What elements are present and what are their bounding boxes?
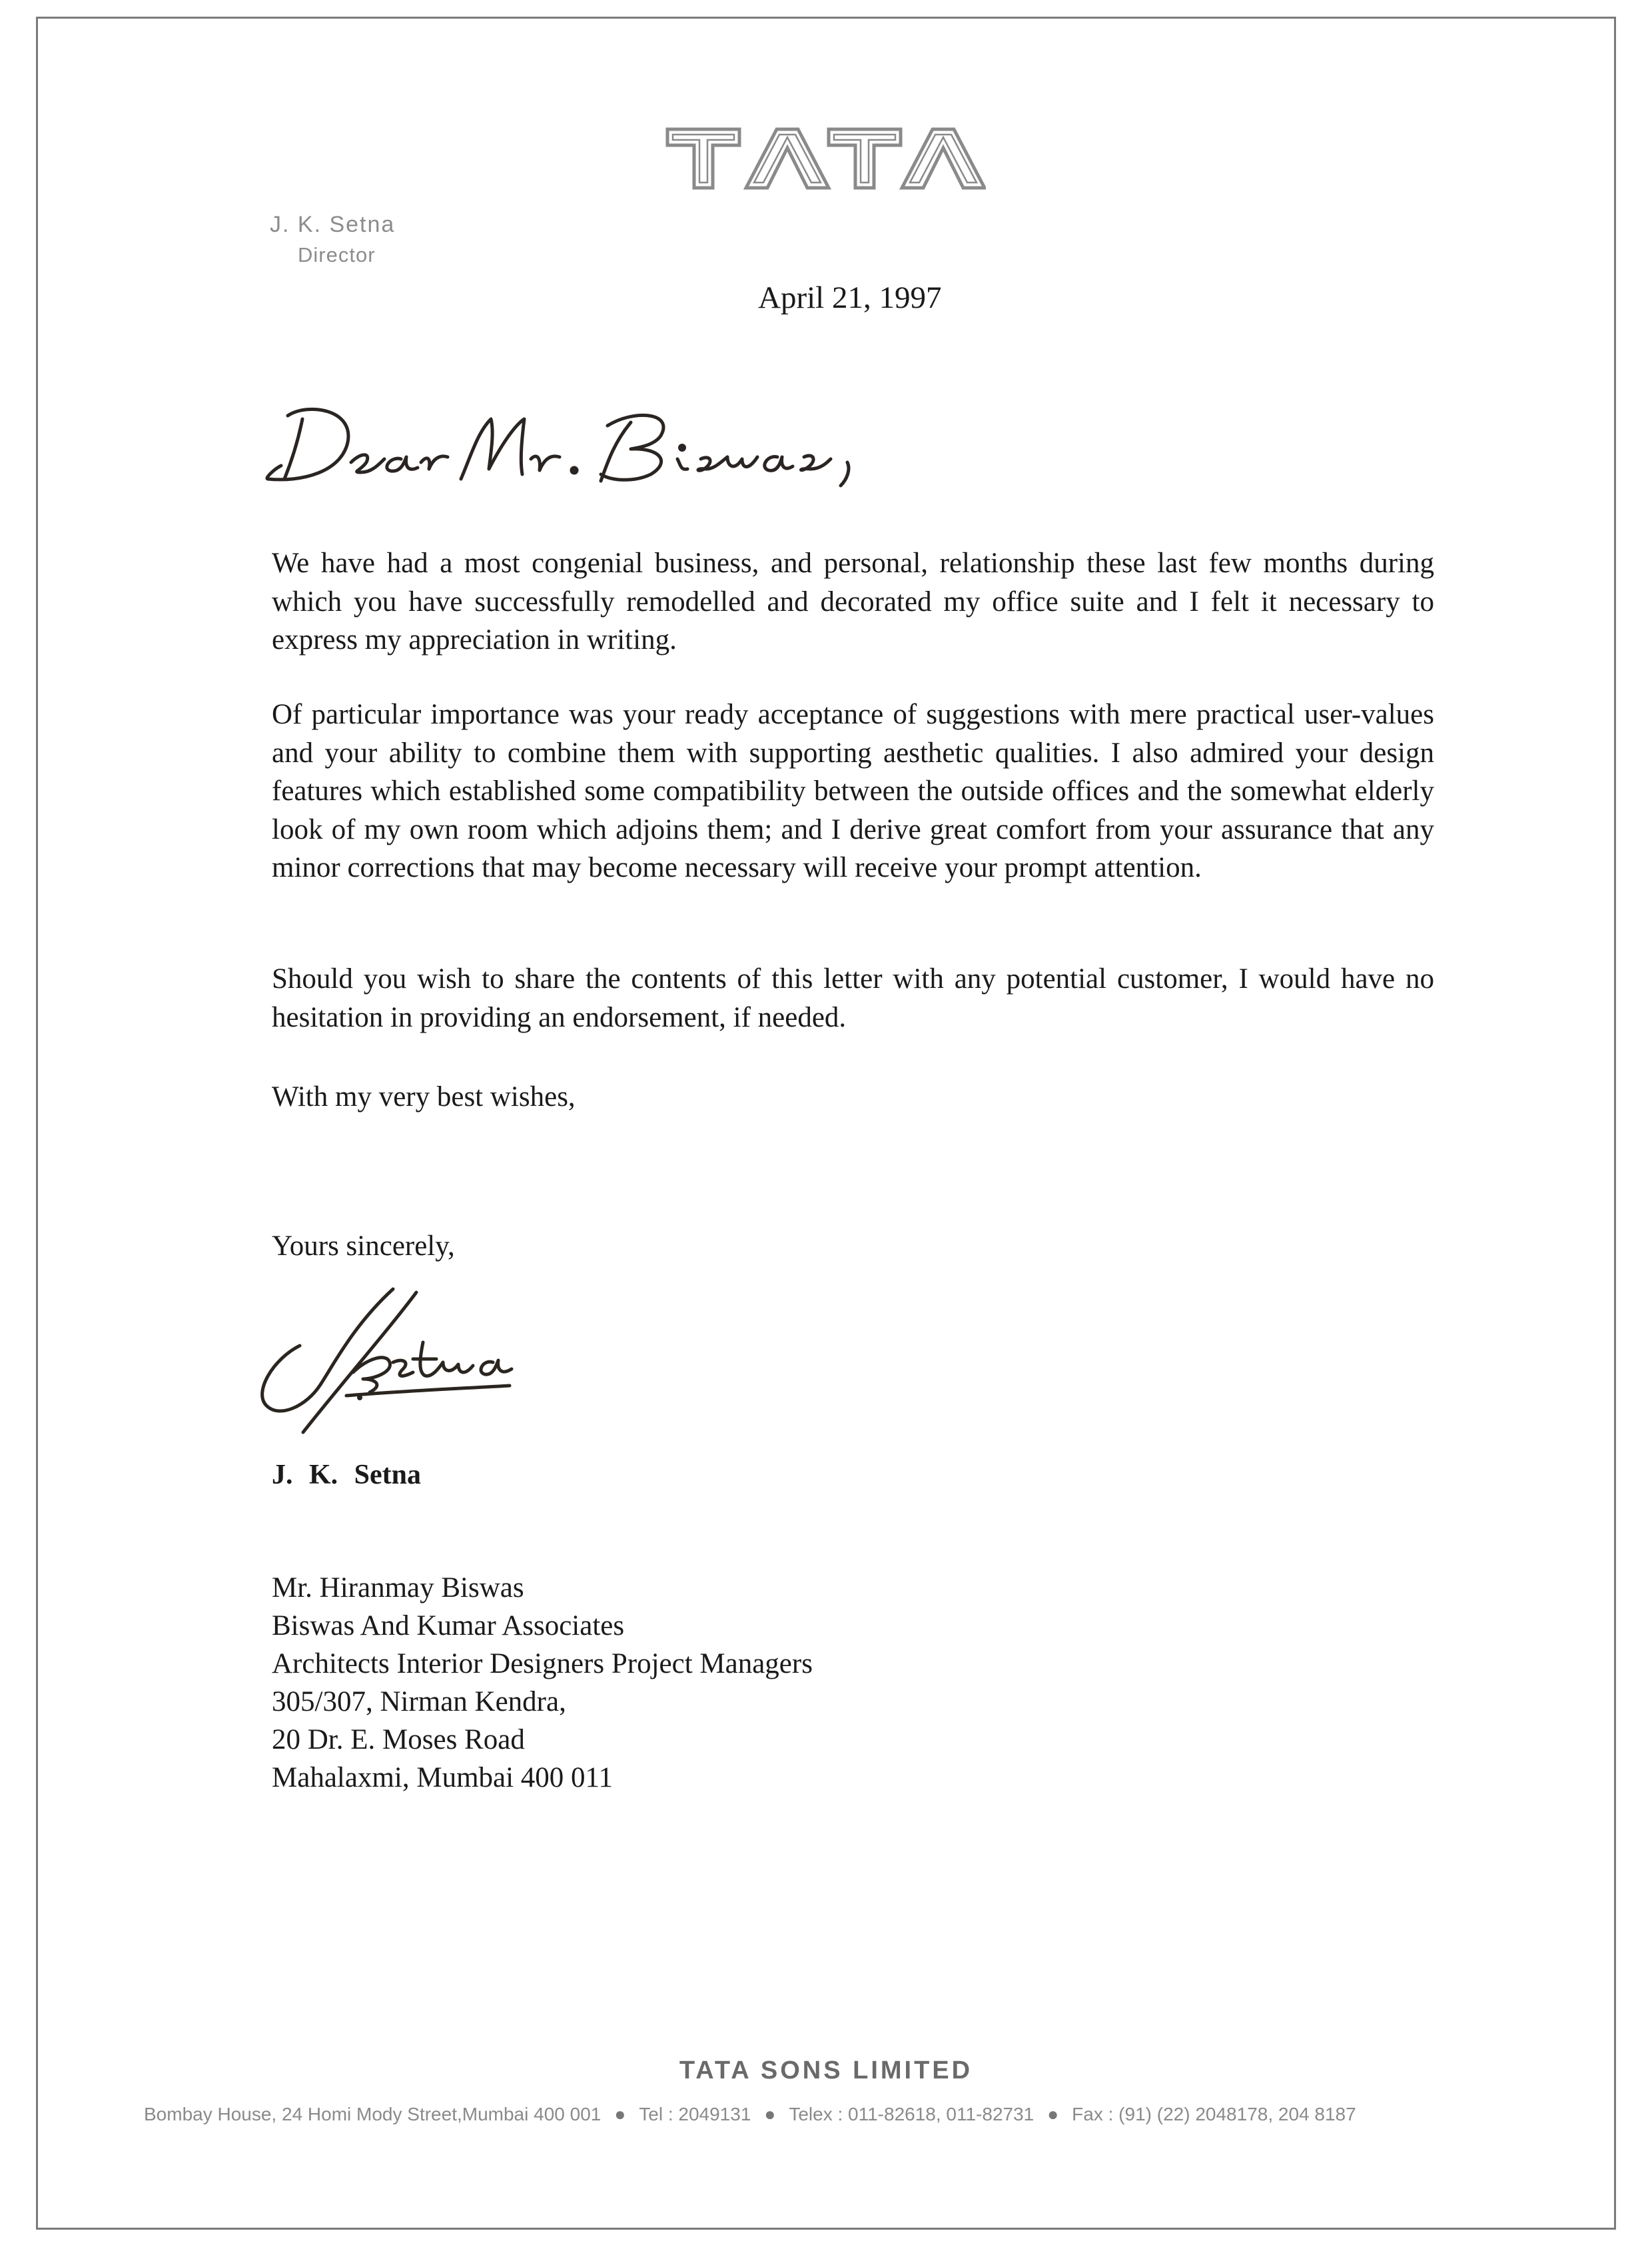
recipient-address-line: 20 Dr. E. Moses Road xyxy=(272,1724,525,1755)
recipient-address-line: Mahalaxmi, Mumbai 400 011 xyxy=(272,1762,613,1793)
signature xyxy=(253,1279,533,1439)
tata-logo xyxy=(665,125,986,192)
footer-company: TATA SONS LIMITED xyxy=(679,2056,973,2084)
bullet-icon: ● xyxy=(1047,2104,1059,2124)
page-border xyxy=(36,17,1616,2230)
recipient-company: Biswas And Kumar Associates xyxy=(272,1610,625,1641)
body-paragraph-1: We have had a most congenial business, and personal, relationship these last few months during which you have successfully remodelled and decorated my office suite and I felt it necessary to express my appreciation in writing. xyxy=(272,548,1434,656)
recipient-name: Mr. Hiranmay Biswas xyxy=(272,1572,524,1603)
footer-tel: Tel : 2049131 xyxy=(639,2104,751,2124)
footer-contact xyxy=(144,2104,1356,2125)
handwritten-salutation xyxy=(261,396,874,496)
signer-name: J. K. Setna xyxy=(272,1460,422,1490)
letter-date: April 21, 1997 xyxy=(758,280,942,315)
sign-off: Yours sincerely, xyxy=(272,1230,455,1262)
recipient-address-line: 305/307, Nirman Kendra, xyxy=(272,1686,566,1717)
body-paragraph-3: Should you wish to share the contents of this letter with any potential customer, I would have no hesitation in providing an endorsement, if needed. xyxy=(272,963,1434,1033)
sender-name: J. K. Setna xyxy=(270,212,396,237)
closing-wishes: With my very best wishes, xyxy=(272,1081,576,1113)
recipient-address xyxy=(272,1569,813,1797)
body-paragraph-2: Of particular importance was your ready acceptance of suggestions with mere practical user-values and your ability to combine them with supporting aesthetic qualities. I also admired your design features which established some compatibility between the outside offices and the somewhat elderly look of my own room which adjoins them; and I derive great comfort from your assurance that any minor corrections that may become necessary will receive your prompt attention. xyxy=(272,699,1434,883)
sender-title: Director xyxy=(298,243,376,266)
footer-fax: Fax : (91) (22) 2048178, 204 8187 xyxy=(1072,2104,1356,2124)
recipient-profession: Architects Interior Designers Project Managers xyxy=(272,1648,813,1679)
bullet-icon: ● xyxy=(614,2104,626,2124)
footer-telex: Telex : 011-82618, 011-82731 xyxy=(789,2104,1034,2124)
footer-address: Bombay House, 24 Homi Mody Street,Mumbai 400 001 xyxy=(144,2104,602,2124)
bullet-icon: ● xyxy=(764,2104,776,2124)
